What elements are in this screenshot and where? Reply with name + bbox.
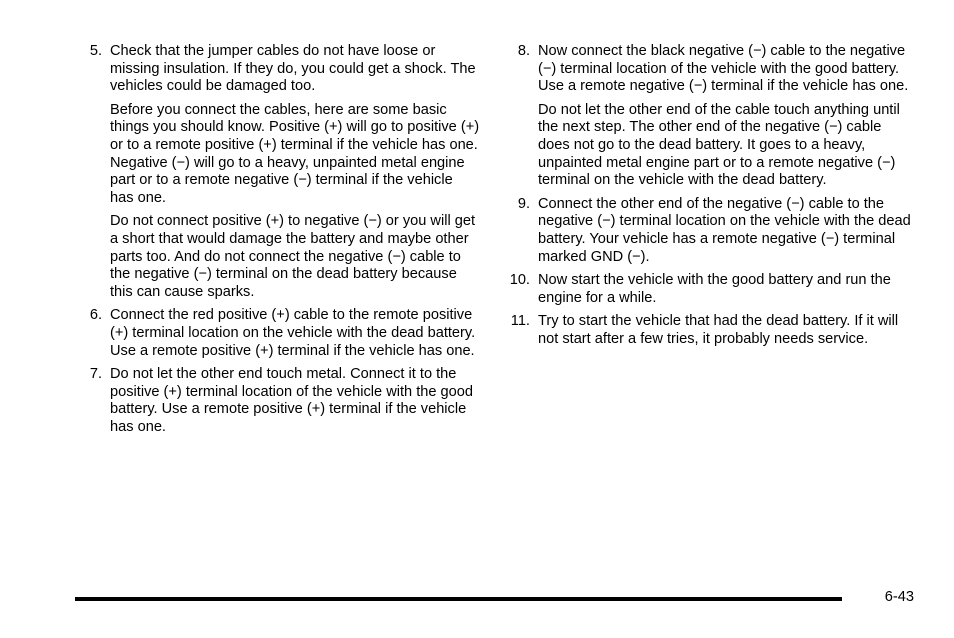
step-text: Do not let the other end touch metal. Connect it to the positive (+) terminal location of the vehicle with the good battery. Use a remote positive (+) terminal if the vehicle has one.	[110, 366, 474, 435]
left-column	[80, 43, 480, 442]
step-number: 6.	[89, 307, 102, 324]
step-text: Connect the red positive (+) cable to the remote positive (+) terminal location on the vehicle with the dead battery. Use a remote positive (+) terminal if the vehicle has one.	[110, 307, 476, 359]
step-number: 7.	[89, 366, 102, 383]
step-7	[80, 366, 480, 436]
step-8	[508, 43, 913, 190]
step-number: 5.	[89, 43, 102, 59]
right-column	[508, 43, 913, 355]
step-number: 11.	[510, 313, 530, 330]
step-warning: Do not connect positive (+) to negative (−) or you will get a short that would damage the battery and maybe other parts too. And do not connect the negative (−) cable to the negative (−) terminal on the dead battery because this can cause sparks.	[110, 213, 476, 300]
step-note: Before you connect the cables, here are some basic things you should know. Positive (+) will go to positive (+) or to a remote positive (+) terminal if the vehicle has one. Negative (−) will go to a heavy, unpainted metal engine part or to a remote negative (−) terminal if the vehicle has one.	[110, 101, 480, 206]
step-text: Now start the vehicle with the good battery and run the engine for a while.	[538, 272, 891, 306]
step-6	[80, 307, 480, 360]
step-note: Do not let the other end of the cable touch anything until the next step. The other end of the negative (−) cable does not go to the dead battery. It goes to a heavy, unpainted metal engine part or to a remote negative (−) terminal on the vehicle with the dead battery.	[538, 101, 900, 189]
step-9	[508, 196, 913, 266]
step-text: Check that the jumper cables do not have loose or missing insulation. If they do, you could get a shock. The vehicles could be damaged too.	[110, 43, 476, 95]
step-10	[508, 272, 913, 307]
step-text: Connect the other end of the negative (−) cable to the negative (−) terminal location on the vehicle with the dead battery. Your vehicle has a remote negative (−) terminal marked GND (−).	[538, 195, 911, 265]
step-5	[80, 43, 480, 301]
step-number: 10.	[509, 272, 530, 289]
step-number: 8.	[517, 43, 530, 59]
step-number: 9.	[517, 195, 530, 212]
step-text: Try to start the vehicle that had the dead battery. If it will not start after a few tries, it probably needs service.	[538, 313, 899, 347]
step-text: Now connect the black negative (−) cable to the negative (−) terminal location of the vehicle with the good battery. Use a remote negative (−) terminal if the vehicle has one.	[538, 43, 909, 95]
footer-rule	[75, 597, 842, 601]
page-number: 6-43	[884, 589, 914, 605]
step-11	[508, 313, 913, 348]
